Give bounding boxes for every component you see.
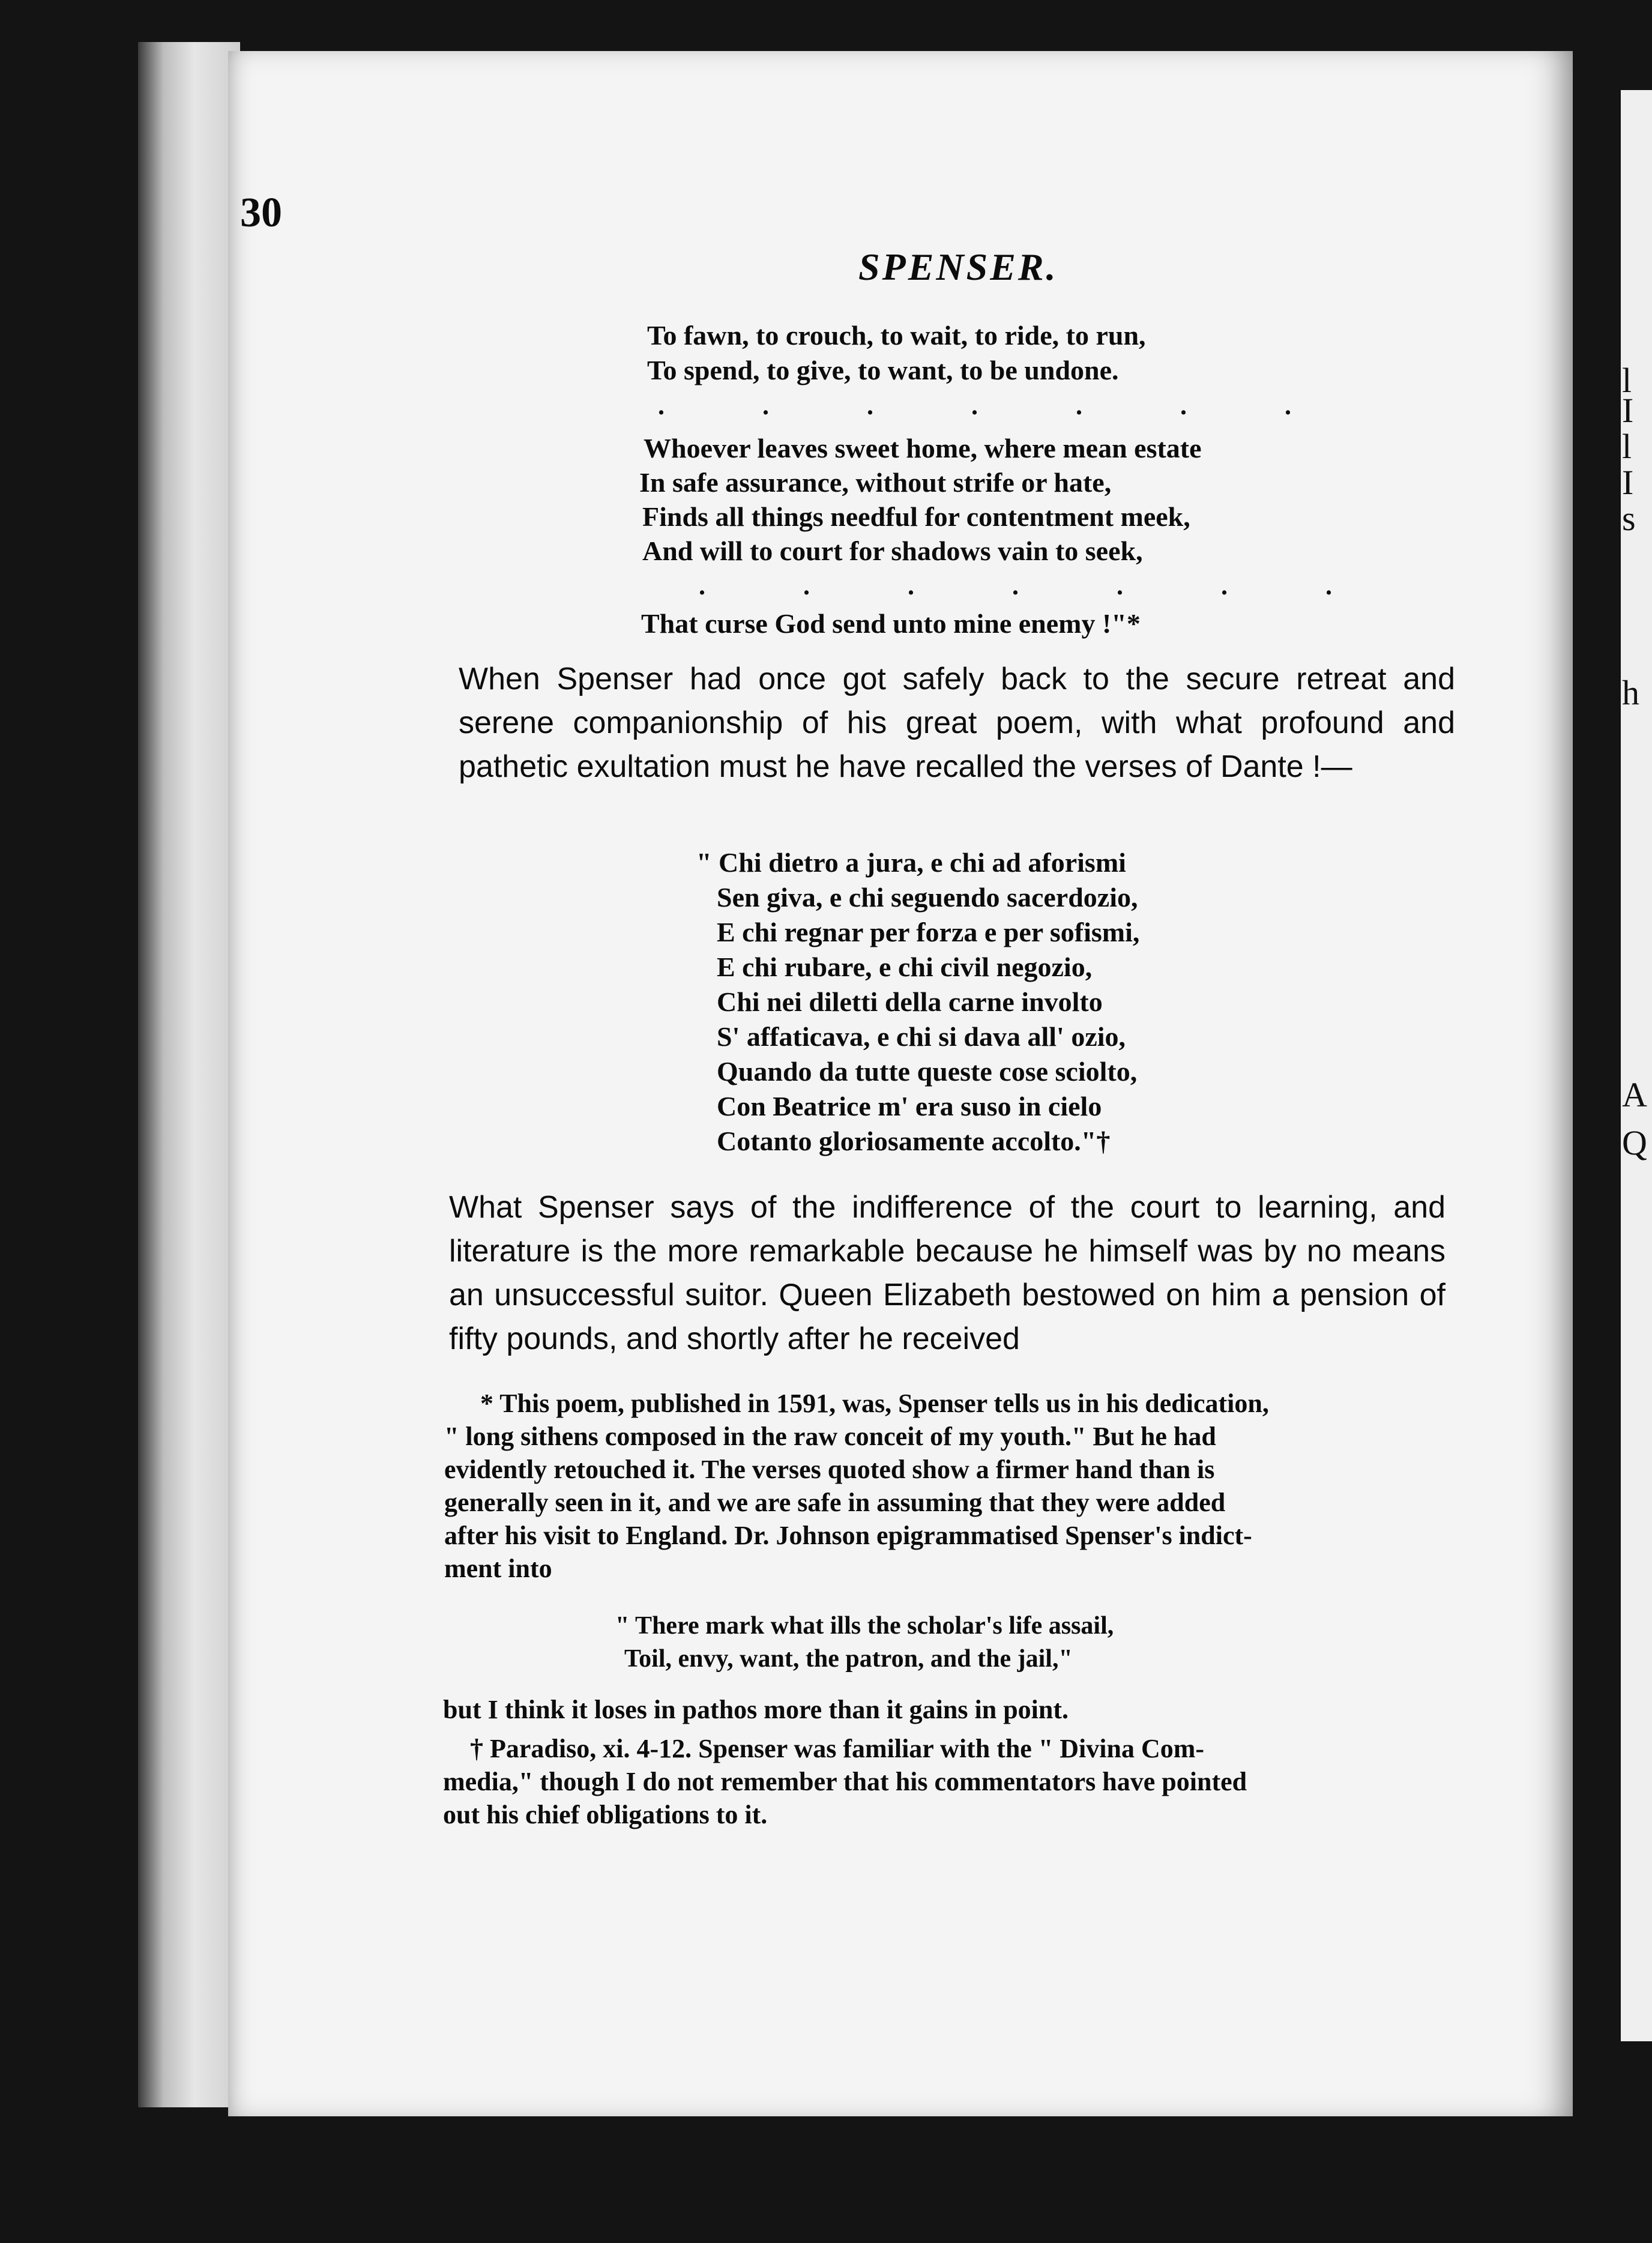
footnote-1 (444, 1387, 1441, 1585)
running-title: SPENSER. (858, 246, 1058, 288)
facing-char: A (1622, 1075, 1647, 1114)
johnson-quote-line: Toil, envy, want, the patron, and the jail," (624, 1645, 1073, 1673)
poem-line: That curse God send unto mine enemy !"* (641, 608, 1141, 639)
dante-line: Con Beatrice m' era suso in cielo (717, 1091, 1102, 1122)
johnson-quote-line: " There mark what ills the scholar's life assail, (615, 1612, 1114, 1640)
footnote-line: generally seen in it, and we are safe in assuming that they were added (444, 1488, 1226, 1517)
footnote-1-end: but I think it loses in pathos more than it gains in point. (443, 1695, 1069, 1724)
poem-line: To spend, to give, to want, to be undone. (647, 355, 1119, 385)
dante-line: Quando da tutte queste cose sciolto, (717, 1056, 1138, 1087)
poem-line: To fawn, to crouch, to wait, to ride, to run, (647, 320, 1146, 351)
facing-char: s (1622, 499, 1636, 538)
footnote-line: after his visit to England. Dr. Johnson epigrammatised Spenser's indict- (444, 1521, 1252, 1550)
footnote-line: out his chief obligations to it. (443, 1800, 768, 1829)
dante-line: Sen giva, e chi seguendo sacerdozio, (717, 882, 1138, 913)
dante-line: Cotanto gloriosamente accolto."† (717, 1126, 1111, 1156)
poem-line: Finds all things needful for contentment meek, (642, 501, 1190, 532)
footnote-line: media," though I do not remember that his commentators have pointed (443, 1767, 1247, 1796)
ellipsis-row: . . . . . . . (658, 391, 1337, 420)
dante-line: E chi rubare, e chi civil negozio, (717, 952, 1093, 982)
facing-char: h (1622, 673, 1639, 712)
page-number: 30 (240, 190, 282, 236)
poem-line: Whoever leaves sweet home, where mean estate (644, 433, 1202, 463)
dante-line: " Chi dietro a jura, e chi ad aforismi (696, 847, 1126, 878)
footnote-line: " long sithens composed in the raw conceit of my youth." But he had (444, 1422, 1216, 1451)
footnote-line: ment into (444, 1554, 552, 1583)
poem-line: In safe assurance, without strife or hate, (639, 467, 1112, 498)
dante-line: E chi regnar per forza e per sofismi, (717, 917, 1140, 947)
facing-char: I (1622, 463, 1634, 502)
facing-char: l (1622, 427, 1632, 466)
footnote-2 (443, 1732, 1439, 1831)
paragraph-2: What Spenser says of the indifference of the court to learning, and literature is the more remarkable because he himself was by no means an unsuccessful suitor. Queen Elizabeth bestowed on him a pension of fifty pounds, and shortly after he received (449, 1190, 1446, 1356)
poem-line: And will to court for shadows vain to seek, (642, 536, 1143, 566)
dante-line: S' affaticava, e chi si dava all' ozio, (717, 1021, 1126, 1052)
facing-char: Q (1622, 1123, 1647, 1162)
footnote-line: evidently retouched it. The verses quoted show a firmer hand than is (444, 1455, 1215, 1484)
footnote-line: † Paradiso, xi. 4-12. Spenser was familiar with the " Divina Com- (470, 1734, 1205, 1763)
footnote-line: * This poem, published in 1591, was, Spenser tells us in his dedication, (480, 1389, 1269, 1418)
facing-char: I (1622, 391, 1634, 430)
facing-page-strip (1621, 90, 1652, 2041)
dante-line: Chi nei diletti della carne involto (717, 986, 1103, 1017)
facing-char: l (1622, 361, 1632, 400)
paragraph-1: When Spenser had once got safely back to the secure retreat and serene companionship of his great poem, with what profound and pathetic exultation must he have recalled the verses of Dante !— (459, 662, 1455, 784)
ellipsis-row: . . . . . . . (699, 571, 1378, 600)
